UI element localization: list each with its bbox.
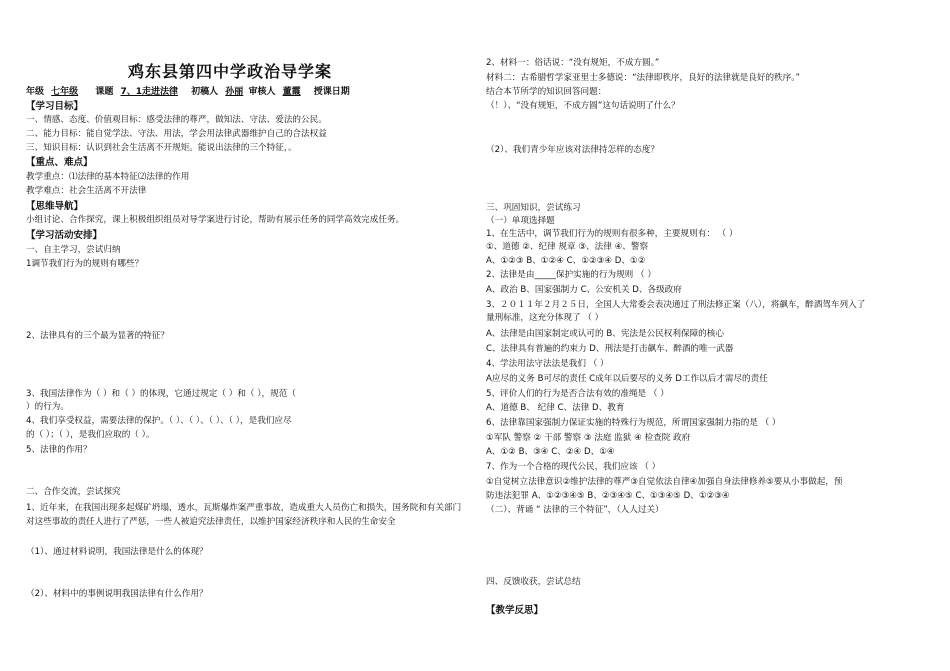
- material-line: 2、材料一：俗话说：“没有规矩，不成方圆。”: [486, 58, 660, 68]
- review-label: 审核人: [248, 87, 276, 97]
- recite-heading: （二）、背诵 “ 法律的三个特征”，（人人过关）: [486, 505, 664, 515]
- question-3: 3、我国法律作为（ ）和（ ）的体现，它通过规定（ ）和（ ），规范（: [26, 389, 296, 399]
- coop-material: 1、近年来，在我国出现多起煤矿坍塌，透水，瓦斯爆炸案严重事故，造成重大人员伤亡和损失，国务院和有关部门对这些事故的责任人进行了严惩，一些人被追究法律责任，以维护国家经济秩序和人民的生命安全: [26, 503, 462, 527]
- choice-line: A应尽的义务 B可尽的责任 C成年以后要尽的义务 D工作以后才需尽的责任: [486, 374, 768, 384]
- coop-heading: 二、合作交流，尝试探究: [26, 487, 121, 497]
- focus-line: 教学重点：⑴法律的基本特征⑵法律的作用: [26, 172, 190, 182]
- question-1: 1调节我们行为的规则有哪些？: [26, 259, 144, 269]
- choice-line: ①军队 警察 ② 干部 警察 ③ 法庭 监狱 ④ 检查院 政府: [486, 433, 691, 443]
- date-label: 授课日期: [313, 87, 350, 97]
- choice-line: ①、道德 ②、纪律 规章 ③、法律 ④、警察: [486, 242, 649, 252]
- choice-line: 1、在生活中，调节我们行为的规则有很多种，主要规则有： （ ）: [486, 229, 738, 239]
- focus-line: 教学难点：社会生活离不开法律: [26, 186, 147, 196]
- activity-header: 【学习活动安排】: [26, 230, 103, 241]
- goal-line: 三、知识目标：认识到社会生活离不开规矩。能说出法律的三个特征，。: [26, 143, 297, 153]
- material-line: 结合本节所学的知识回答问题：: [486, 87, 607, 97]
- material-line: 材料二：古希腊哲学家亚里士多德说：“法律即秩序，良好的法律就是良好的秩序。”: [486, 73, 800, 83]
- topic-value: 7、1走进法律: [120, 87, 178, 97]
- question-4: 4、我们享受权益，需要法律的保护。（ ）、（ ）、（ ）、（ ），是我们应尽: [26, 416, 292, 426]
- goals-header: 【学习目标】: [26, 101, 84, 112]
- choice-line: A、法律是由国家制定或认可的 B、宪法是公民权利保障的核心: [486, 329, 724, 339]
- choice-line: 2、法律是由_____保护实施的行为规则 （ ）: [486, 270, 656, 280]
- draft-value: 孙丽: [225, 87, 244, 97]
- choice-line: 5、评价人们的行为是否合法有效的准绳是 （ ）: [486, 389, 669, 399]
- nav-text: 小组讨论、合作探究，课上积极组织组员对导学案进行讨论，帮助有展示任务的同学高效完成任务。: [26, 215, 405, 225]
- choice-line: A、道德 B、 纪律 C、法律 D、教育: [486, 403, 625, 413]
- consolidate-heading: 三、巩固知识，尝试练习: [486, 203, 581, 213]
- review-value: 董霞: [282, 87, 301, 97]
- choice-line: ①自觉树立法律意识②维护法律的尊严③自觉依法自律④加强自身法律修养⑤要从小事做起，预: [486, 477, 843, 487]
- reflection-heading: 【教学反思】: [486, 605, 544, 616]
- material-question-1: （！）、“没有规矩，不成方圆”这句话说明了什么？: [486, 101, 680, 111]
- topic-label: 课题: [95, 87, 114, 97]
- focus-header: 【重点、难点】: [26, 157, 93, 168]
- question-3-cont: ）的行为。: [26, 402, 69, 412]
- question-4-cont: 的（ ）；（ ），是我们应取的（ ）。: [26, 430, 155, 440]
- choice-line: 量刑标准，这充分体现了 （ ）: [486, 313, 604, 323]
- meta-row: [26, 87, 350, 98]
- choice-line: 3、２０１１年２月２５日，全国人大常委会表决通过了刑法修正案（八），将飙车，醉酒驾车列入了: [486, 300, 866, 310]
- choice-line: C、法律具有普遍的约束力 D、刑法是打击飙车、醉酒的唯一武器: [486, 344, 734, 354]
- nav-header: 【思维导航】: [26, 201, 84, 212]
- coop-question-1: （1）、通过材料说明，我国法律是什么的体现？: [26, 547, 208, 557]
- single-choice-heading: （一）单项选择题: [486, 216, 555, 226]
- goal-line: 二、能力目标：能自觉学法、守法、用法，学会用法律武器维护自己的合法权益: [26, 129, 327, 139]
- choice-line: 7、作为一个合格的现代公民，我们应该 （ ）: [486, 462, 661, 472]
- choice-line: A、①② B、③④ C、②④ D、①④: [486, 447, 615, 457]
- feedback-heading: 四、反馈收获，尝试总结: [486, 577, 581, 587]
- coop-question-2: （2）、材料中的事例说明我国法律有什么作用？: [26, 589, 208, 599]
- choice-line: 6、法律靠国家强制力保证实施的特殊行为规范，所谓国家强制力指的是 （ ）: [486, 418, 781, 428]
- choice-line: A、①②③ B、①②④ C、①②③④ D、①②: [486, 256, 646, 266]
- draft-label: 初稿人: [191, 87, 219, 97]
- question-2: 2、法律具有的三个最为显著的特征？: [26, 331, 169, 341]
- material-question-2: （2）、我们青少年应该对法律持怎样的态度？: [486, 145, 660, 155]
- choice-line: 防违法犯罪 A、①②③④⑤ B、②③④⑤ C、①③④⑤ D、①②③④: [486, 491, 730, 501]
- choice-line: 4、学法用法守法法是我们 （ ）: [486, 359, 609, 369]
- goal-line: 一、情感、态度、价值观目标：感受法律的尊严，做知法、守法、爱法的公民。: [26, 115, 327, 125]
- grade-label: 年级: [26, 87, 45, 97]
- grade-value: 七年级: [51, 87, 79, 97]
- choice-line: A、政治 B、国家强制力 C、公安机关 D、各级政府: [486, 285, 682, 295]
- page-title: 鸡东县第四中学政治导学案: [128, 62, 333, 81]
- question-5: 5、法律的作用？: [26, 445, 92, 455]
- self-study-heading: 一、自主学习，尝试归纳: [26, 245, 121, 255]
